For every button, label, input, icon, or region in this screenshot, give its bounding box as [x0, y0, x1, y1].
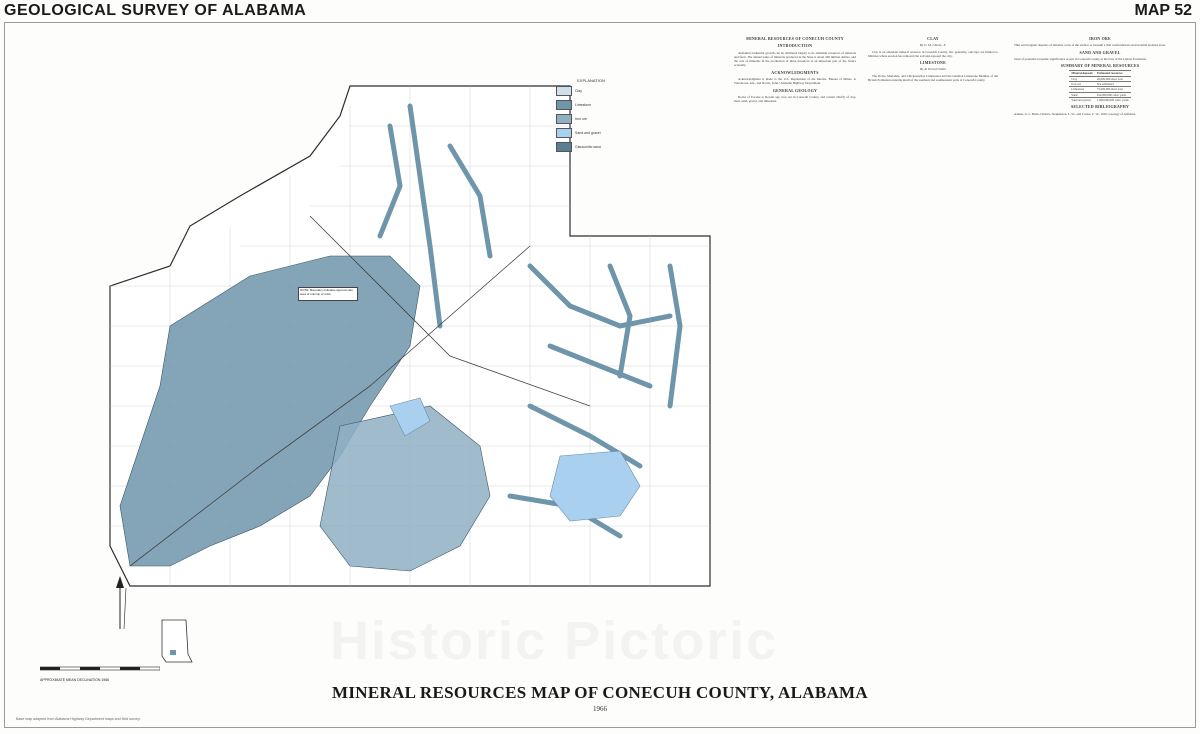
column-heading: CLAY: [927, 36, 939, 41]
table-cell: 26,000,000 short tons: [1095, 76, 1131, 81]
text-column-2: [868, 34, 998, 674]
legend-item: [556, 100, 626, 110]
table-cell: Sand: [1069, 92, 1094, 97]
table-row: [1069, 87, 1130, 92]
text-column-1: [734, 34, 856, 674]
map-legend: [556, 78, 626, 156]
section-text: Adams, G. I., Butts, Charles, Stephenson, L. W., and Cooke, C. W., 1926, Geology of Alabama.: [1014, 111, 1136, 116]
summary-table: [1069, 70, 1130, 102]
legend-swatch: [556, 100, 572, 110]
legend-swatch: [556, 128, 572, 138]
legend-rows: [556, 86, 626, 152]
legend-item: [556, 86, 626, 96]
section-heading: SELECTED BIBLIOGRAPHY: [1070, 104, 1130, 110]
section-text: Sand of potential economic significance occurs in Conecuh County at the base of the Lisbon Formation.: [1014, 56, 1147, 61]
map-note: NOTE: Boundary indicates approximate area of outcrop of units.: [298, 287, 358, 301]
survey-title: GEOLOGICAL SURVEY OF ALABAMA: [4, 2, 307, 19]
column-heading: MINERAL RESOURCES OF CONECUH COUNTY: [746, 36, 844, 41]
table-row: [1069, 97, 1130, 102]
byline: By R. Everett Smith: [920, 67, 946, 72]
section-heading: SAND AND GRAVEL: [1079, 49, 1121, 55]
map-number: MAP 52: [1134, 2, 1192, 19]
map-year: 1966: [593, 705, 607, 713]
section-text: Thin and irregular deposits of limonite occur at the surface or beneath a thin overburden in several small isolated areas.: [1014, 43, 1167, 48]
legend-swatch: [556, 86, 572, 96]
legend-label: Limestone: [575, 103, 592, 107]
column-heading: LIMESTONE: [920, 60, 946, 66]
section-text: Clay is an abundant mineral resource in Conecuh County, but, generally, outcrops are limited to hillsides where erosion has removed the soil and exposed the clay.: [868, 49, 998, 58]
table-cell: Iron ore: [1069, 82, 1094, 87]
legend-label: Glauconitic sand: [575, 145, 601, 149]
legend-item: [556, 128, 626, 138]
table-cell: Not estimated: [1095, 82, 1131, 87]
text-column-3: [1010, 34, 1190, 674]
legend-label: Clay: [575, 89, 583, 93]
table-cell: 75,000,000 short tons: [1095, 87, 1131, 92]
legend-swatch: [556, 142, 572, 152]
legend-title: EXPLANATION: [577, 78, 605, 83]
table-header-cell: Estimated resources: [1095, 71, 1131, 76]
legend-label: Sand and gravel: [575, 131, 601, 135]
table-cell: Clay: [1069, 76, 1094, 81]
section-text: The Ocala, Marianna, and Chickasawhay Limestones and the Glendon Limestone Member of the Byram Formation underlie much of the southern and southeastern parts of Conecuh County.: [868, 73, 998, 83]
sheet-header: [0, 0, 1200, 22]
legend-item: [556, 114, 626, 124]
section-text: Alabama's industrial growth can be attributed largely to its abundant resources of minerals and fuels. The annual value of minerals produced in the State is about 260 million dollars, and the role of minerals in the production of these resources is an important part of the State's economy.: [734, 50, 856, 68]
summary-table-body: [1069, 76, 1130, 102]
table-cell: Limestone: [1069, 87, 1094, 92]
table-cell: Sand and gravel: [1069, 97, 1094, 102]
legend-label: Iron ore: [575, 117, 588, 121]
section-text: Rocks of Eocene to Recent age crop out in Conecuh County, and consist chiefly of clay, marl, sand, gravel, and limestone.: [734, 94, 856, 104]
legend-swatch: [556, 114, 572, 124]
section-heading: INTRODUCTION: [777, 43, 813, 49]
summary-table-header: [1069, 71, 1130, 76]
state-locator-inset: [156, 618, 196, 664]
section-heading: IRON ORE: [1089, 36, 1111, 41]
north-arrow-icon: [100, 574, 140, 634]
table-cell: 612,000,000 cubic yards: [1095, 92, 1131, 97]
watermark: Historic Pictoric: [330, 611, 779, 671]
table-cell: 1,000,000,000 cubic yards: [1096, 97, 1129, 102]
column-heading: SUMMARY OF MINERAL RESOURCES: [1060, 63, 1140, 69]
base-map-footnote: Base map adapted from Alabama Highway Department maps and field survey.: [16, 717, 141, 721]
legend-item: [556, 142, 626, 152]
scale-label: APPROXIMATE MEAN DECLINATION 1966: [40, 678, 110, 682]
scale-bar: [40, 660, 160, 682]
section-text: Acknowledgment is made to the U.S. Department of the Interior, Bureau of Mines, at Tuscaloosa, Ala., and Norris, Tenn.; Alabama Highway Department.: [734, 77, 856, 86]
section-heading: GENERAL GEOLOGY: [772, 87, 818, 93]
byline: By O. M. Clarke, Jr.: [919, 43, 947, 48]
map-title: MINERAL RESOURCES MAP OF CONECUH COUNTY, ALABAMA: [332, 683, 868, 702]
section-heading: ACKNOWLEDGMENTS: [771, 69, 819, 75]
scale-graphic: [40, 665, 160, 673]
table-header-cell: Mineral deposits: [1071, 71, 1093, 76]
